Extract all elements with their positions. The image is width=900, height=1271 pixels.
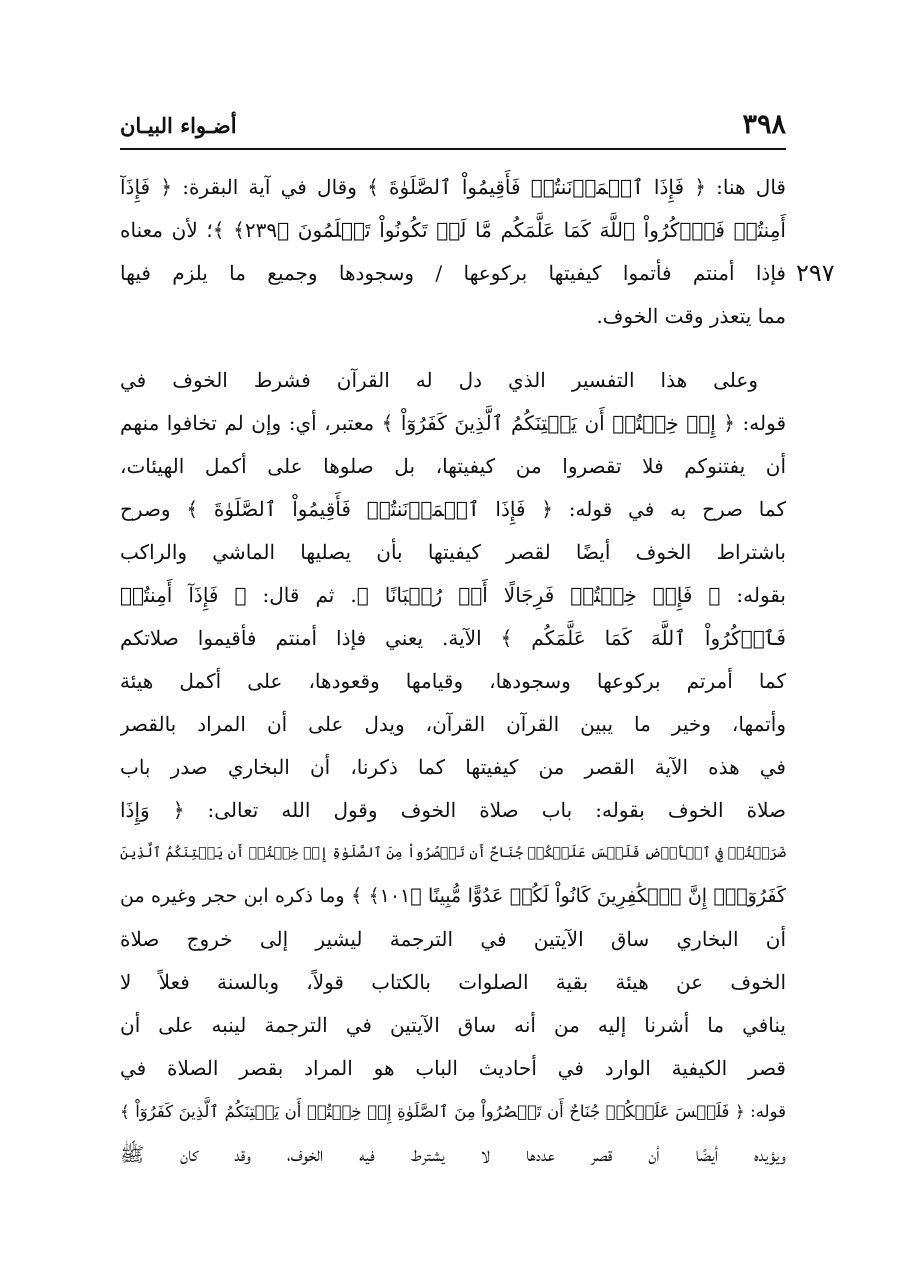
page-number: ٣٩٨	[742, 109, 786, 140]
text-line: قوله: ﴿ إِنۡ خِفۡتُمۡ أَن يَفۡتِنَكُمُ ٱلَّذِينَ كَفَرُوٓاْ ﴾ معتبر، أي: وإن لم تخافوا منهم	[120, 411, 786, 435]
text-line: صلاة الخوف بقوله: باب صلاة الخوف وقول الله تعالى: ﴿ وَإِذَا	[120, 798, 786, 822]
text-line: مما يتعذر وقت الخوف.	[596, 304, 786, 328]
text-line: قوله: ﴿ فَلَيۡسَ عَلَيۡكُمۡ جُنَاحٌ أَن تَقۡصُرُواْ مِنَ ٱلصَّلَوٰةِ إِنۡ خِفۡتُمۡ أَن يَفۡتِنَكُمُ ٱلَّذِينَ كَفَرُوٓاْ ﴾	[120, 1102, 786, 1121]
text-line: ويؤيده أيضًا أن قصر عددها لا يشترط فيه الخوف، وقد كان ﷺ	[120, 1142, 786, 1166]
text-line: كَفَرُوٓاْۚ إِنَّ ٱلۡكَٰفِرِينَ كَانُواْ لَكُمۡ عَدُوًّا مُّبِينًا ﴿١٠١﴾ ﴾ وما ذكره ابن حجر وغيره من	[120, 885, 786, 907]
text-line: في هذه الآية القصر من كيفيتها كما ذكرنا، أن البخاري صدر باب	[120, 755, 786, 779]
page-header	[120, 108, 786, 144]
text-line: أَمِنتُمۡ فَٱذۡكُرُواْ ٱللَّهَ كَمَا عَلَّمَكُم مَّا لَمۡ تَكُونُواْ تَعۡلَمُونَ ﴿٢٣٩﴾ ﴾؛ لأن معناه	[120, 218, 786, 242]
text-line: وأتمها، وخير ما يبين القرآن القرآن، ويدل على أن المراد بالقصر	[120, 712, 786, 736]
book-title: أضـواء البيـان	[120, 113, 237, 138]
text-line: أن يفتنوكم فلا تقصروا من كيفيتها، بل صلوها على أكمل الهيئات،	[120, 454, 786, 478]
text-line: قال هنا: ﴿ فَإِذَا ٱطۡمَأۡنَنتُمۡ فَأَقِيمُواْ ٱلصَّلَوٰةَ ﴾ وقال في آية البقرة: ﴿ فَإِذَآ	[120, 175, 786, 199]
text-line: ينافي ما أشرنا إليه من أنه ساق الآيتين في الترجمة لينبه على أن	[120, 1013, 786, 1037]
text-line: كما صرح به في قوله: ﴿ فَإِذَا ٱطۡمَأۡنَنتُمۡ فَأَقِيمُواْ ٱلصَّلَوٰةَ ﴾ وصرح	[120, 497, 786, 521]
text-line: فَٱذۡكُرُواْ ٱللَّهَ كَمَا عَلَّمَكُم ﴾ الآية. يعني فإذا أمنتم فأقيموا صلاتكم	[120, 626, 786, 650]
paragraph-1	[120, 166, 786, 338]
margin-page-reference: ٢٩٧	[796, 259, 835, 287]
text-line: قصر الكيفية الوارد في أحاديث الباب هو المراد بقصر الصلاة في	[120, 1056, 786, 1080]
text-line: أن البخاري ساق الآيتين في الترجمة ليشير إلى خروج صلاة	[120, 927, 786, 951]
text-line: كما أمرتم بركوعها وسجودها، وقيامها وقعودها، على أكمل هيئة	[120, 669, 786, 693]
text-line: وعلى هذا التفسير الذي دل له القرآن فشرط الخوف في	[120, 368, 758, 392]
header-divider	[120, 148, 786, 150]
text-line: باشتراط الخوف أيضًا لقصر كيفيتها بأن يصليها الماشي والراكب	[120, 540, 786, 564]
text-line: الخوف عن هيئة بقية الصلوات بالكتاب قولاً، وبالسنة فعلاً لا	[120, 970, 786, 994]
paragraph-2	[120, 359, 786, 1176]
text-line: بقوله: ﴿ فَإِنۡ خِفۡتُمۡ فَرِجَالًا أَوۡ رُكۡبَانًا ﴾. ثم قال: ﴿ فَإِذَآ أَمِنتُمۡ	[120, 583, 786, 607]
text-line: ضَرَبۡتُمۡ فِي ٱلۡأَرۡضِ فَلَيۡسَ عَلَيۡكُمۡ جُنَاحٌ أَن تَقۡصُرُواْ مِنَ ٱلصَّلَوٰةِ إِنۡ خِفۡتُمۡ أَن يَفۡتِنَكُمُ ٱلَّذِينَ	[120, 845, 786, 861]
text-line: فإذا أمنتم فأتموا كيفيتها بركوعها / وسجودها وجميع ما يلزم فيها	[120, 261, 786, 285]
